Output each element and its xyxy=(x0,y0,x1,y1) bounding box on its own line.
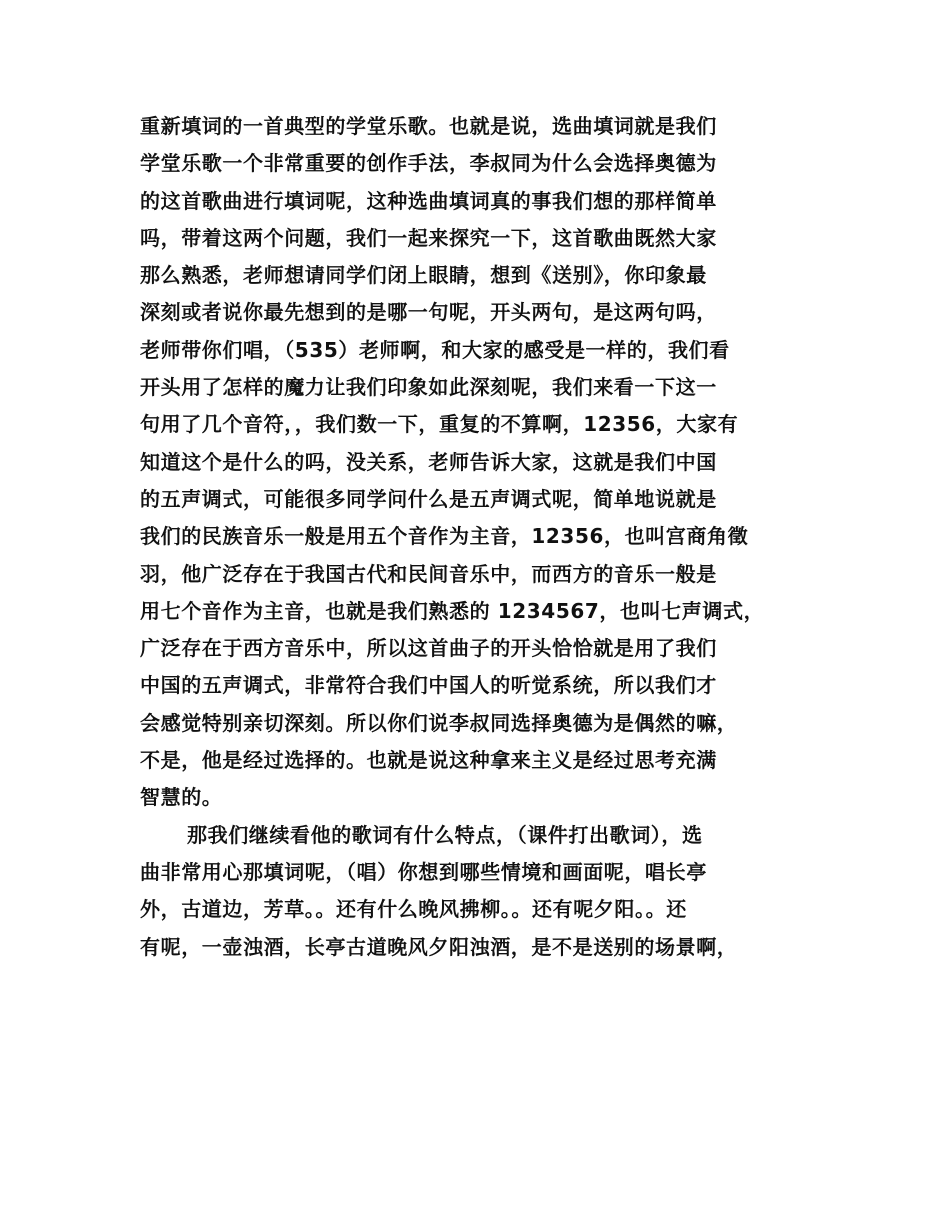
text-line: 吗，带着这两个问题，我们一起来探究一下，这首歌曲既然大家 xyxy=(140,225,717,250)
text-line: 羽，他广泛存在于我国古代和民间音乐中，而西方的音乐一般是 xyxy=(140,561,717,586)
text-line: 外，古道边，芳草。。还有什么晚风拂柳。。还有呢夕阳。。还 xyxy=(140,897,687,922)
text-line: 学堂乐歌一个非常重要的创作手法，李叔同为什么会选择奥德为 xyxy=(140,151,717,176)
text-line: 知道这个是什么的吗，没关系，老师告诉大家，这就是我们中国 xyxy=(140,449,717,474)
text-line: 那么熟悉，老师想请同学们闭上眼睛，想到《送别》，你印象最 xyxy=(140,263,707,288)
text-line: 不是，他是经过选择的。也就是说这种拿来主义是经过思考充满 xyxy=(140,748,717,773)
text-line: 我们的民族音乐一般是用五个音作为主音，12356，也叫宫商角徵 xyxy=(140,524,749,549)
text-line: 重新填词的一首典型的学堂乐歌。也就是说，选曲填词就是我们 xyxy=(140,114,717,138)
text-line: 老师带你们唱，（535）老师啊，和大家的感受是一样的，我们看 xyxy=(140,337,730,362)
text-line: 的五声调式，可能很多同学问什么是五声调式呢，简单地说就是 xyxy=(140,486,717,511)
document-body xyxy=(140,108,820,966)
text-line: 那我们继续看他的歌词有什么特点，（课件打出歌词），选 xyxy=(187,822,703,847)
text-line: 用七个音作为主音，也就是我们熟悉的 1234567，也叫七声调式， xyxy=(140,598,765,623)
text-line: 深刻或者说你最先想到的是哪一句呢，开头两句，是这两句吗， xyxy=(140,300,717,325)
paragraph xyxy=(140,817,820,966)
text-line: 开头用了怎样的魔力让我们印象如此深刻呢，我们来看一下这一 xyxy=(140,375,717,400)
text-line: 有呢，一壶浊酒，长亭古道晚风夕阳浊酒，是不是送别的场景啊， xyxy=(140,934,738,959)
text-line: 曲非常用心那填词呢，（唱）你想到哪些情境和画面呢，唱长亭 xyxy=(140,859,707,884)
text-line: 中国的五声调式，非常符合我们中国人的听觉系统，所以我们才 xyxy=(140,673,717,698)
text-line: 智慧的。 xyxy=(140,785,223,810)
paragraph xyxy=(140,108,820,817)
text-line: 广泛存在于西方音乐中，所以这首曲子的开头恰恰就是用了我们 xyxy=(140,636,717,661)
text-line: 句用了几个音符，，我们数一下，重复的不算啊，12356，大家有 xyxy=(140,412,739,437)
text-line: 会感觉特别亲切深刻。所以你们说李叔同选择奥德为是偶然的嘛， xyxy=(140,710,738,735)
text-line: 的这首歌曲进行填词呢，这种选曲填词真的事我们想的那样简单 xyxy=(140,188,717,213)
